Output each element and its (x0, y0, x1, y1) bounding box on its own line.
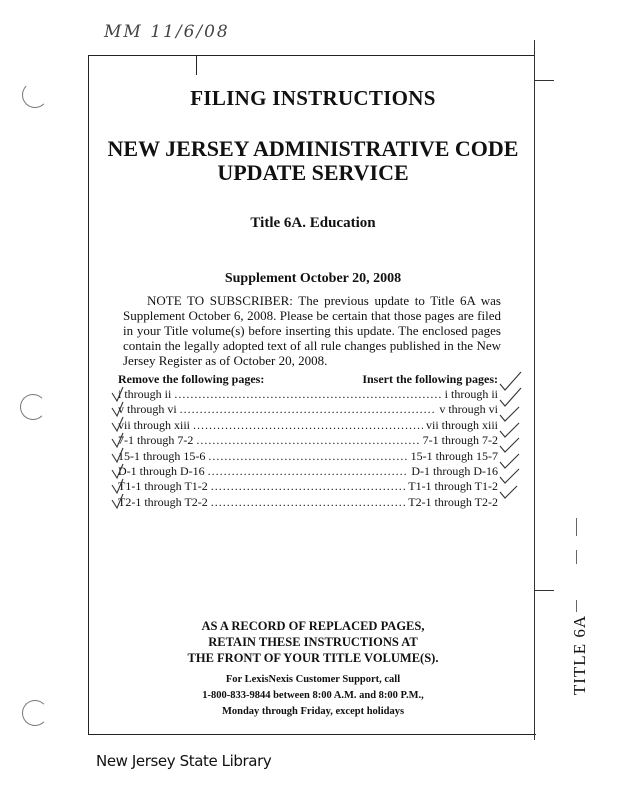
remove-pages: T2-1 through T2-2 (118, 494, 208, 509)
subtitle: Title 6A. Education (250, 215, 376, 231)
tab-tick-bottom (534, 590, 554, 591)
code-title-line1: NEW JERSEY ADMINISTRATIVE CODE (107, 136, 519, 161)
record-line: AS A RECORD OF REPLACED PAGES, (201, 619, 425, 633)
subscriber-note: NOTE TO SUBSCRIBER: The previous update to Title 6A was Supplement October 6, 2008. Please be certain that those pages are filed in your Title volume(s) before inserting this update. The enclosed pages contain the legally adopted text of all rule changes published in the New Jersey Register as of October 20, 2008. (123, 293, 501, 368)
remove-pages: 15-1 through 15-6 (118, 448, 206, 463)
checkmark-icon (500, 469, 519, 483)
checkmark-icon (500, 438, 519, 452)
binder-hole-top (22, 82, 48, 108)
remove-pages: vii through xiii (118, 417, 190, 432)
insert-pages: vii through xiii (426, 417, 498, 432)
leader-dots (193, 418, 423, 433)
leader-dots (211, 479, 405, 494)
insert-pages: 15-1 through 15-7 (410, 448, 498, 463)
table-row (118, 495, 498, 510)
insert-pages: i through ii (444, 387, 498, 401)
checkmark-icon (500, 388, 521, 406)
code-title-line2: UPDATE SERVICE (217, 160, 409, 185)
table-row (118, 402, 498, 417)
support-line: 1-800-833-9844 between 8:00 A.M. and 8:00 P.M., (202, 690, 424, 701)
leader-dots (211, 495, 405, 510)
support-line: Monday through Friday, except holidays (221, 706, 405, 717)
pages-table-header (118, 372, 498, 387)
frame-bottom-border (88, 734, 536, 735)
table-row (118, 433, 498, 448)
insert-pages: v through vi (439, 402, 498, 417)
table-row (118, 387, 498, 402)
edge-mark (576, 518, 577, 536)
edge-mark (576, 550, 577, 564)
remove-header: Remove the following pages: (118, 372, 265, 386)
table-row (118, 449, 498, 464)
checkmark-icon (500, 372, 521, 390)
tab-tick-top (534, 80, 554, 81)
library-footer: New Jersey State Library (96, 752, 272, 770)
remove-pages: i through ii (118, 387, 172, 401)
insert-pages: D-1 through D-16 (411, 463, 498, 478)
leader-dots (208, 449, 407, 464)
remove-pages: T1-1 through T1-2 (118, 479, 208, 494)
table-row (118, 418, 498, 433)
tab-label: TITLE 6A (570, 614, 589, 696)
insert-header: Insert the following pages: (362, 372, 498, 386)
record-line: RETAIN THESE INSTRUCTIONS AT (208, 635, 418, 649)
remove-pages: D-1 through D-16 (118, 463, 205, 478)
table-row (118, 464, 498, 479)
customer-support (90, 672, 536, 720)
supplement-date: Supplement October 20, 2008 (224, 271, 402, 286)
record-instructions (90, 618, 536, 666)
remove-pages: 7-1 through 7-2 (118, 433, 194, 448)
record-line: THE FRONT OF YOUR TITLE VOLUME(S). (187, 651, 439, 665)
checkmark-icon (500, 454, 519, 468)
handwritten-note: MM 11/6/08 (104, 22, 230, 42)
leader-dots (174, 387, 441, 402)
checkmark-icon (500, 407, 519, 421)
support-line: For LexisNexis Customer Support, call (225, 674, 401, 685)
insert-pages: 7-1 through 7-2 (422, 433, 498, 448)
leader-dots (196, 433, 419, 448)
checkmark-icon (500, 486, 517, 498)
leader-dots (180, 402, 437, 417)
checkmark-icon (500, 423, 519, 437)
leader-dots (208, 464, 409, 479)
remove-pages: v through vi (118, 402, 177, 417)
frame-top-border (88, 55, 534, 56)
frame-tick (196, 55, 197, 75)
insert-pages: T2-1 through T2-2 (408, 494, 498, 509)
insert-pages: T1-1 through T1-2 (408, 479, 498, 494)
pages-table (118, 387, 498, 510)
table-row (118, 479, 498, 494)
frame-left-border (88, 55, 89, 735)
binder-hole-bottom (22, 700, 48, 726)
page-title: FILING INSTRUCTIONS (190, 86, 436, 110)
binder-hole-middle (20, 394, 46, 420)
